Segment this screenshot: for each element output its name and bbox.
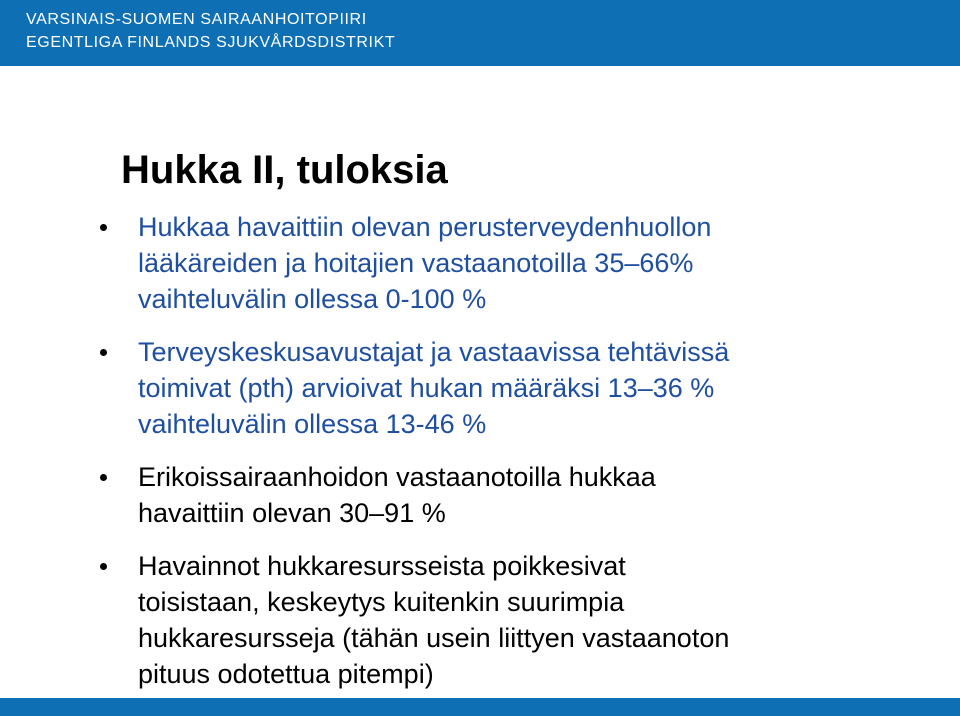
bullet-text-line: toimivat (pth) arvioivat hukan määräksi 13–36 % xyxy=(138,373,715,403)
organization-name-swedish: EGENTLIGA FINLANDS SJUKVÅRDSDISTRIKT xyxy=(26,34,396,51)
bullet-text-line: pituus odotettua pitempi) xyxy=(138,659,434,689)
bullet-text-line: Terveyskeskusavustajat ja vastaavissa tehtävissä xyxy=(138,337,730,367)
slide-title: Hukka II, tuloksia xyxy=(121,148,448,192)
organization-name-finnish: VARSINAIS-SUOMEN SAIRAANHOITOPIIRI xyxy=(26,11,367,28)
bullet-text-line: Hukkaa havaittiin olevan perusterveydenhuollon xyxy=(138,212,712,242)
bullet-item xyxy=(100,459,860,531)
bullet-item xyxy=(100,209,860,317)
bullet-text-line: vaihteluvälin ollessa 13-46 % xyxy=(138,409,487,439)
bullet-text-line: hukkaresursseja (tähän usein liittyen vastaanoton xyxy=(138,623,730,653)
bullet-text-line: Erikoissairaanhoidon vastaanotoilla hukkaa xyxy=(138,462,656,492)
bullet-point-icon xyxy=(100,474,107,481)
bullet-text-line: toisistaan, keskeytys kuitenkin suurimpia xyxy=(138,587,625,617)
bullet-point-icon xyxy=(100,224,107,231)
bullet-point-icon xyxy=(100,563,107,570)
bullet-text-line: havaittiin olevan 30–91 % xyxy=(138,498,446,528)
header-bar xyxy=(0,0,960,66)
footer-bar xyxy=(0,698,960,716)
bullet-text-line: vaihteluvälin ollessa 0-100 % xyxy=(138,284,487,314)
bullet-text-line: lääkäreiden ja hoitajien vastaanotoilla 35–66% xyxy=(138,248,694,278)
bullet-list xyxy=(100,209,860,692)
bullet-item xyxy=(100,548,860,692)
bullet-text-line: Havainnot hukkaresursseista poikkesivat xyxy=(138,551,626,581)
bullet-item xyxy=(100,334,860,442)
bullet-point-icon xyxy=(100,349,107,356)
